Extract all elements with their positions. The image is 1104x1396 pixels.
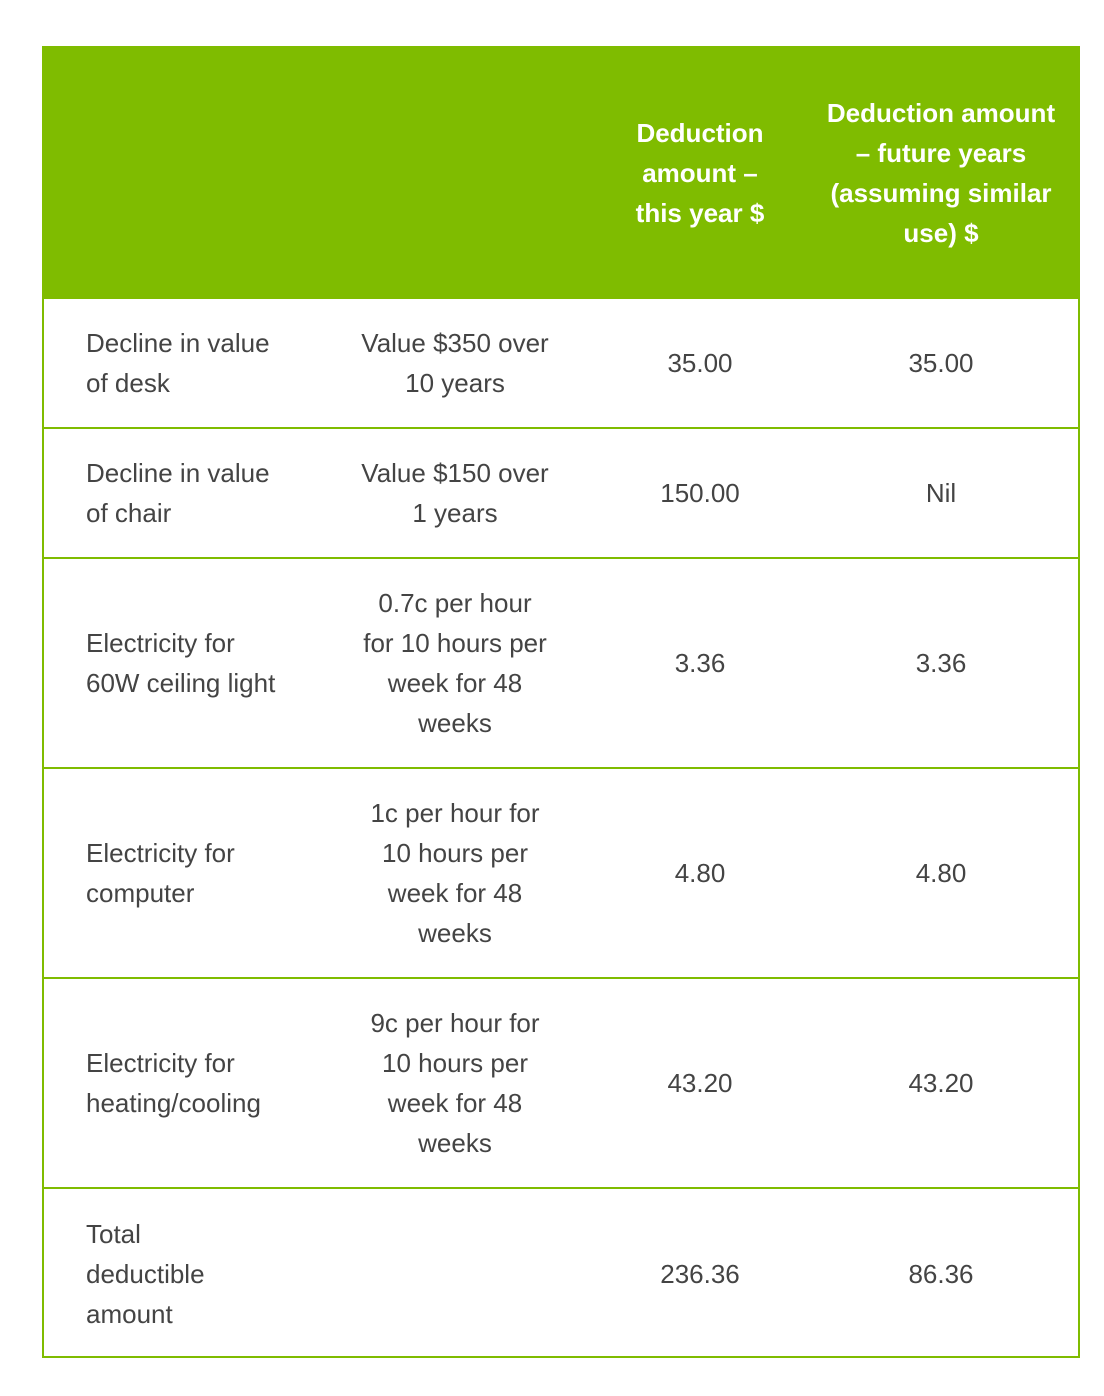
row-basis: 9c per hour for 10 hours per week for 48 weeks [370, 1008, 540, 1158]
row-future-years: 3.36 [915, 648, 967, 678]
table-row [44, 298, 1078, 428]
row-basis: Value $350 over 10 years [361, 328, 549, 398]
header-this-year: Deduction amount – this year $ [596, 48, 804, 298]
table-row [44, 428, 1078, 558]
row-future-years: 4.80 [915, 858, 967, 888]
header-future-years: Deduction amount – future years (assuming similar use) $ [804, 48, 1078, 298]
row-item: Electricity for 60W ceiling light [86, 628, 276, 698]
total-this-year: 236.36 [660, 1258, 740, 1289]
row-this-year: 150.00 [660, 478, 740, 508]
row-future-years: Nil [925, 478, 957, 508]
row-basis: Value $150 over 1 years [361, 458, 549, 528]
row-item: Electricity for heating/cooling [86, 1048, 261, 1118]
total-future-years: 86.36 [908, 1258, 974, 1289]
deduction-table-container [42, 46, 1080, 1358]
row-this-year: 3.36 [674, 648, 726, 678]
row-item: Decline in value of desk [86, 328, 270, 398]
row-future-years: 35.00 [908, 348, 974, 378]
row-this-year: 4.80 [674, 858, 726, 888]
total-row [44, 1188, 1078, 1358]
row-future-years: 43.20 [908, 1068, 974, 1098]
table-row [44, 978, 1078, 1188]
table-row [44, 768, 1078, 978]
header-item [44, 48, 314, 298]
row-item: Electricity for computer [86, 838, 235, 908]
table-header-row [44, 48, 1078, 298]
header-basis [314, 48, 596, 298]
row-this-year: 35.00 [667, 348, 733, 378]
row-this-year: 43.20 [667, 1068, 733, 1098]
row-basis: 1c per hour for 10 hours per week for 48 weeks [370, 798, 540, 948]
row-basis: 0.7c per hour for 10 hours per week for 48 weeks [363, 588, 547, 738]
table-row [44, 558, 1078, 768]
total-basis [314, 1188, 596, 1358]
total-label: Total deductible amount [86, 1218, 205, 1329]
deduction-table [44, 48, 1078, 1358]
row-item: Decline in value of chair [86, 458, 270, 528]
